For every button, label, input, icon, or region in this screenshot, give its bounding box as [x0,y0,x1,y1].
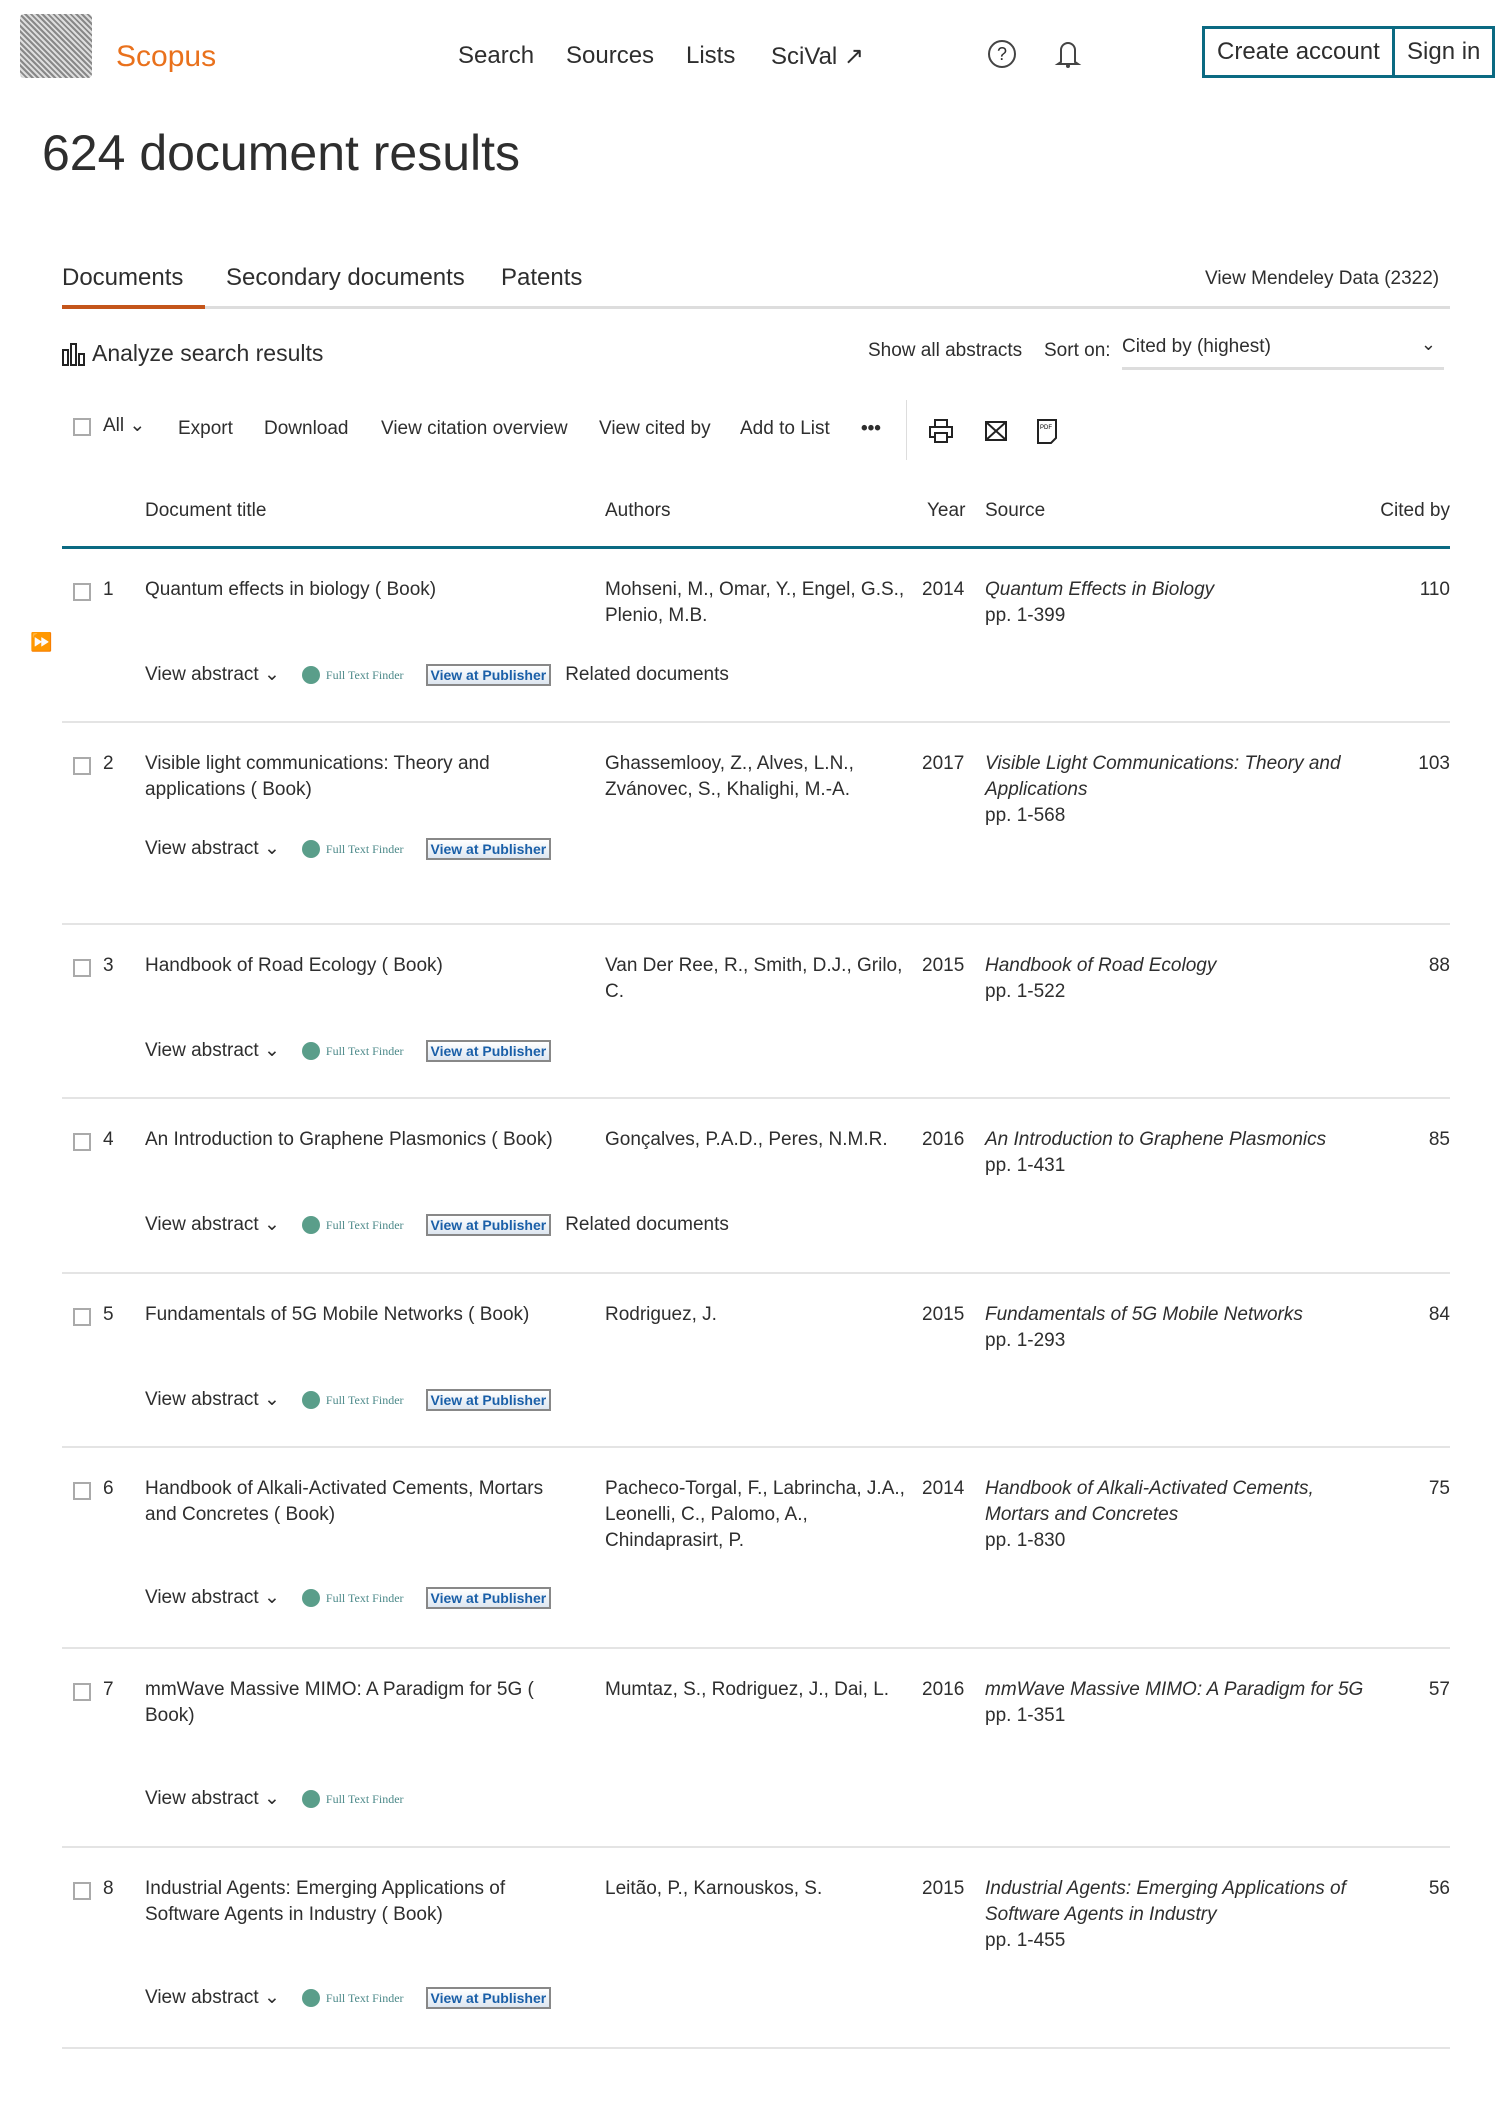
row-number: 4 [103,1129,114,1150]
row-number: 3 [103,955,114,976]
year: 2016 [922,1129,965,1150]
source-title[interactable]: An Introduction to Graphene Plasmonics [985,1129,1327,1150]
bell-icon[interactable] [1054,38,1082,77]
table-row [62,1468,1450,1649]
full-text-finder-label: Full Text Finder [325,668,404,682]
full-text-finder-icon [302,1391,320,1409]
full-text-finder-icon [302,666,320,684]
analyze-label: Analyze search results [92,340,324,366]
table-row [62,945,1450,1099]
row-number: 7 [103,1679,114,1700]
pages: pp. 1-522 [985,981,1066,1002]
document-title-link[interactable]: Handbook of Alkali-Activated Cements, Mortars and Concretes ( Book) [145,1478,544,1525]
source-title[interactable]: Industrial Agents: Emerging Applications of Software Agents in Industry [985,1878,1346,1925]
view-at-publisher-button[interactable]: View at Publisher [426,1389,552,1411]
year: 2015 [922,955,965,976]
view-cited-by-button[interactable]: View cited by [599,418,711,439]
view-at-publisher-button[interactable]: View at Publisher [426,664,552,686]
authors[interactable]: Van Der Ree, R., Smith, D.J., Grilo, C. [605,955,903,1002]
source-title[interactable]: Quantum Effects in Biology [985,579,1215,600]
column-header-authors[interactable]: Authors [605,500,671,521]
table-row [62,1868,1450,2049]
full-text-finder-label: Full Text Finder [325,1044,404,1058]
expand-sidebar-icon[interactable]: ⏩ [30,632,53,652]
pages: pp. 1-455 [985,1930,1066,1951]
view-at-publisher-button[interactable]: View at Publisher [426,1214,552,1236]
print-icon[interactable] [928,418,954,449]
tab-documents[interactable]: Documents [62,264,184,291]
full-text-finder-label: Full Text Finder [325,1393,404,1407]
view-abstract-button[interactable] [145,1038,280,1064]
chevron-down-icon: ⌄ [1420,334,1436,354]
tab-secondary-documents[interactable]: Secondary documents [226,264,465,291]
download-button[interactable]: Download [264,418,349,439]
view-abstract-button[interactable] [145,1212,280,1238]
view-at-publisher-button[interactable]: View at Publisher [426,1987,552,2009]
authors[interactable]: Gonçalves, P.A.D., Peres, N.M.R. [605,1129,888,1150]
pages: pp. 1-431 [985,1155,1066,1176]
year: 2014 [922,1478,965,1499]
row-checkbox[interactable] [73,757,91,775]
export-button[interactable]: Export [178,418,233,439]
pages: pp. 1-830 [985,1530,1066,1551]
document-title-link[interactable]: An Introduction to Graphene Plasmonics ( Book) [145,1129,553,1150]
view-at-publisher-button[interactable]: View at Publisher [426,1587,552,1609]
document-title-link[interactable]: Visible light communications: Theory and applications ( Book) [145,753,490,800]
column-header-title[interactable]: Document title [145,500,267,521]
pages: pp. 1-351 [985,1705,1066,1726]
show-all-abstracts[interactable]: Show all abstracts [868,340,1023,361]
all-label: All [103,415,125,436]
sort-value: Cited by (highest) [1122,336,1271,357]
related-documents-link[interactable]: Related documents [565,1214,729,1235]
full-text-finder-label: Full Text Finder [325,1218,404,1232]
view-abstract-label: View abstract [145,664,259,685]
authors[interactable]: Mumtaz, S., Rodriguez, J., Dai, L. [605,1679,890,1700]
view-abstract-label: View abstract [145,1587,259,1608]
nav-sources[interactable]: Sources [566,42,655,69]
year: 2016 [922,1679,965,1700]
chevron-down-icon: ⌄ [263,838,280,859]
column-header-source[interactable]: Source [985,500,1046,521]
chevron-down-icon: ⌄ [263,1040,280,1061]
full-text-finder-link[interactable] [302,1212,404,1238]
view-abstract-button[interactable] [145,1985,280,2011]
view-abstract-button[interactable] [145,1786,280,1812]
full-text-finder-icon [302,1589,320,1607]
pdf-icon[interactable] [1036,418,1058,449]
view-abstract-button[interactable] [145,662,280,688]
full-text-finder-link[interactable] [302,836,404,862]
view-mendeley-link[interactable]: View Mendeley Data (2322) [1205,268,1440,289]
view-abstract-label: View abstract [145,838,259,859]
authors[interactable]: Leitão, P., Karnouskos, S. [605,1878,823,1899]
year: 2014 [922,579,965,600]
more-options-icon[interactable]: ••• [861,418,881,439]
full-text-finder-icon [302,840,320,858]
table-row [62,1294,1450,1448]
view-at-publisher-button[interactable]: View at Publisher [426,1040,552,1062]
document-title-link[interactable]: mmWave Massive MIMO: A Paradigm for 5G ( Book) [145,1679,534,1726]
view-citation-overview-button[interactable]: View citation overview [381,418,568,439]
full-text-finder-label: Full Text Finder [325,842,404,856]
view-abstract-label: View abstract [145,1040,259,1061]
cited-by-count[interactable]: 84 [1428,1304,1450,1325]
row-number: 6 [103,1478,114,1499]
year: 2015 [922,1304,965,1325]
help-icon[interactable]: ? [988,40,1016,68]
cited-by-count[interactable]: 75 [1428,1478,1450,1499]
page-title: 624 document results [42,125,521,181]
view-abstract-label: View abstract [145,1214,259,1235]
table-header-divider [62,546,1450,549]
row-checkbox[interactable] [73,1482,91,1500]
view-abstract-label: View abstract [145,1788,259,1809]
full-text-finder-link[interactable] [302,1985,404,2011]
chevron-down-icon: ⌄ [263,1214,280,1235]
full-text-finder-link[interactable] [302,1786,404,1812]
add-to-list-button[interactable]: Add to List [740,418,830,439]
year: 2015 [922,1878,965,1899]
full-text-finder-link[interactable] [302,1038,404,1064]
pages: pp. 1-399 [985,605,1066,626]
sign-in-button[interactable]: Sign in [1392,26,1495,78]
row-checkbox[interactable] [73,1683,91,1701]
analyze-search-results[interactable] [62,340,323,367]
scopus-logo[interactable]: Scopus [116,40,217,73]
full-text-finder-label: Full Text Finder [325,1591,404,1605]
view-abstract-button[interactable] [145,836,280,862]
source-title[interactable]: Handbook of Road Ecology [985,955,1217,976]
full-text-finder-icon [302,1216,320,1234]
chevron-down-icon: ⌄ [129,415,146,436]
nav-scival[interactable]: SciVal ↗ [771,43,865,70]
row-checkbox[interactable] [73,1882,91,1900]
full-text-finder-link[interactable] [302,662,404,688]
column-header-cited-by[interactable]: Cited by [1380,500,1450,521]
table-row [62,743,1450,925]
full-text-finder-icon [302,1042,320,1060]
full-text-finder-label: Full Text Finder [325,1991,404,2005]
row-checkbox[interactable] [73,1133,91,1151]
source-title[interactable]: Handbook of Alkali-Activated Cements, Mortars and Concretes [985,1478,1314,1525]
cited-by-count[interactable]: 88 [1428,955,1450,976]
chevron-down-icon: ⌄ [263,1389,280,1410]
document-title-link[interactable]: Industrial Agents: Emerging Applications of Software Agents in Industry ( Book) [145,1878,506,1925]
chevron-down-icon: ⌄ [263,1788,280,1809]
source-title[interactable]: mmWave Massive MIMO: A Paradigm for 5G [985,1679,1364,1700]
document-title-link[interactable]: Fundamentals of 5G Mobile Networks ( Book) [145,1304,530,1325]
view-at-publisher-button[interactable]: View at Publisher [426,838,552,860]
view-abstract-label: View abstract [145,1389,259,1410]
full-text-finder-icon [302,1989,320,2007]
row-number: 2 [103,753,114,774]
view-abstract-label: View abstract [145,1987,259,2008]
chevron-down-icon: ⌄ [263,1987,280,2008]
row-checkbox[interactable] [73,583,91,601]
full-text-finder-icon [302,1790,320,1808]
nav-search[interactable]: Search [458,42,535,69]
tab-divider [62,306,1450,309]
sort-select[interactable] [1122,334,1444,370]
select-all-dropdown[interactable] [103,414,145,437]
full-text-finder-link[interactable] [302,1585,404,1611]
cited-by-count[interactable]: 85 [1428,1129,1450,1150]
row-number: 1 [103,579,114,600]
cited-by-count[interactable]: 103 [1418,753,1450,774]
column-header-year[interactable]: Year [927,500,966,521]
view-abstract-button[interactable] [145,1585,280,1611]
authors[interactable]: Rodriguez, J. [605,1304,717,1325]
elsevier-logo [20,14,92,78]
nav-lists[interactable]: Lists [686,42,736,69]
cited-by-count[interactable]: 110 [1419,579,1450,600]
full-text-finder-label: Full Text Finder [325,1792,404,1806]
table-row [62,1119,1450,1274]
chevron-down-icon: ⌄ [263,1587,280,1608]
cited-by-count[interactable]: 57 [1428,1679,1450,1700]
related-documents-link[interactable]: Related documents [565,664,729,685]
chevron-down-icon: ⌄ [263,664,280,685]
authors[interactable]: Pacheco-Torgal, F., Labrincha, J.A., Leonelli, C., Palomo, A., Chindaprasirt, P. [605,1478,905,1551]
table-row [62,569,1450,723]
tab-patents[interactable]: Patents [501,264,583,291]
row-number: 8 [103,1878,114,1899]
row-number: 5 [103,1304,114,1325]
svg-text:PDF: PDF [1040,425,1052,431]
authors[interactable]: Mohseni, M., Omar, Y., Engel, G.S., Plenio, M.B. [605,579,905,626]
pages: pp. 1-293 [985,1330,1066,1351]
toolbar-divider [906,400,907,460]
email-icon[interactable] [984,420,1008,447]
document-title-link[interactable]: Quantum effects in biology ( Book) [145,579,437,600]
document-title-link[interactable]: Handbook of Road Ecology ( Book) [145,955,443,976]
pages: pp. 1-568 [985,805,1066,826]
create-account-button[interactable]: Create account [1202,26,1395,78]
table-row [62,1669,1450,1848]
year: 2017 [922,753,965,774]
sort-label: Sort on: [1044,340,1111,361]
authors[interactable]: Ghassemlooy, Z., Alves, L.N., Zvánovec, S., Khalighi, M.-A. [605,753,854,800]
select-all-checkbox[interactable] [73,418,91,436]
full-text-finder-link[interactable] [302,1387,404,1413]
bar-chart-icon [62,342,86,366]
row-checkbox[interactable] [73,959,91,977]
source-title[interactable]: Visible Light Communications: Theory and Applications [985,753,1341,800]
source-title[interactable]: Fundamentals of 5G Mobile Networks [985,1304,1303,1325]
cited-by-count[interactable]: 56 [1428,1878,1450,1899]
view-abstract-button[interactable] [145,1387,280,1413]
row-checkbox[interactable] [73,1308,91,1326]
active-tab-indicator [62,305,205,309]
